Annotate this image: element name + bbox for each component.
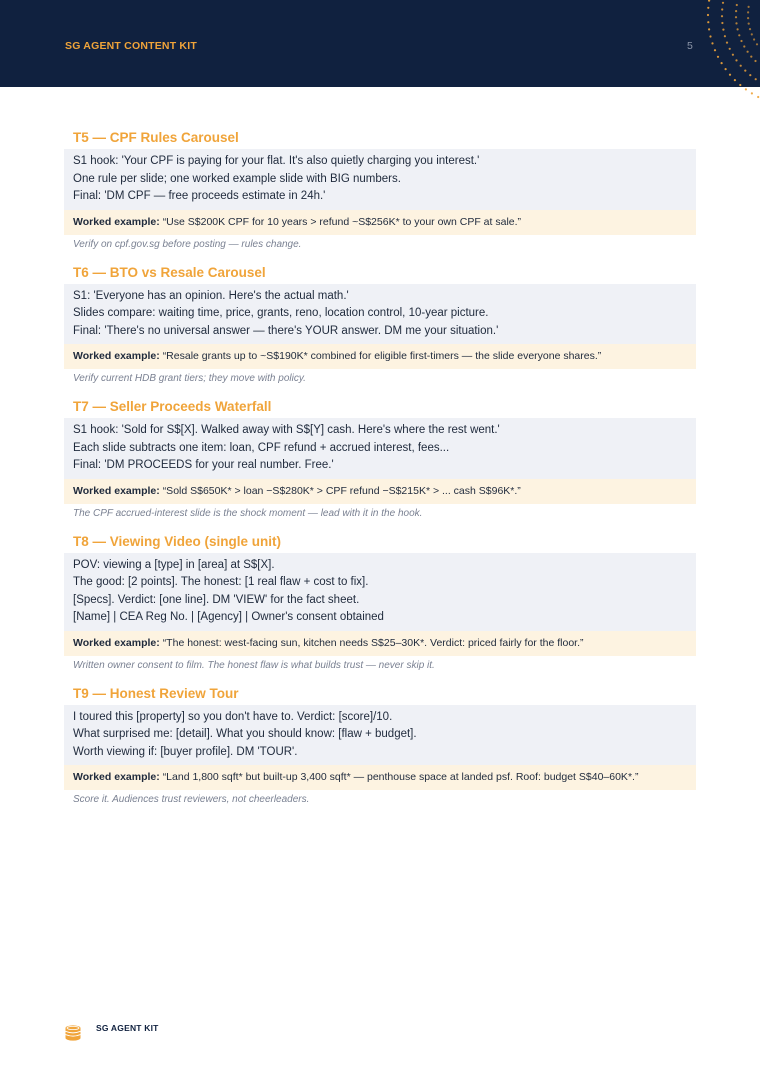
worked-example [64,210,696,235]
template-section-t9 [64,684,696,810]
script-line: POV: viewing a [type] in [area] at S$[X]. [73,558,275,571]
section-note: The CPF accrued-interest slide is the shock moment — lead with it in the hook. [73,507,423,519]
stacked-coins-icon [64,1024,82,1047]
worked-example-label: Worked example: [73,484,160,497]
section-note: Verify on cpf.gov.sg before posting — rules change. [73,238,302,250]
footer-brand: SG AGENT KIT [96,1023,159,1033]
page-number: 5 [687,40,693,52]
template-section-t7 [64,397,696,523]
worked-example [64,479,696,504]
worked-example-label: Worked example: [73,771,160,783]
worked-example-text: “Resale grants up to ~S$190K* combined for eligible first-timers — the slide everyone shares.” [162,350,602,362]
worked-example-label: Worked example: [73,215,160,228]
template-section-t6 [64,263,696,389]
script-line: What surprised me: [detail]. What you should know: [flaw + budget]. [73,728,417,740]
script-line: I toured this [property] so you don't have to. Verdict: [score]/10. [73,710,393,723]
worked-example [64,765,696,790]
script-line: Worth viewing if: [buyer profile]. DM 'TOUR'. [73,745,298,758]
worked-example [64,631,696,656]
template-section-t8 [64,532,696,675]
section-title: T9 — Honest Review Tour [73,685,239,701]
script-line: S1 hook: 'Your CPF is paying for your flat. It's also quietly charging you interest.' [73,155,480,167]
script-line: [Name] | CEA Reg No. | [Agency] | Owner's consent obtained [73,611,384,623]
decorative-dot [751,92,753,94]
script-box [64,418,696,479]
script-box [64,705,696,766]
section-note: Score it. Audiences trust reviewers, not cheerleaders. [73,794,310,805]
script-line: Slides compare: waiting time, price, grants, reno, location control, 10-year picture. [73,307,489,319]
worked-example [64,344,696,369]
section-title: T6 — BTO vs Resale Carousel [73,264,266,280]
script-line: One rule per slide; one worked example slide with BIG numbers. [73,172,401,185]
section-title: T8 — Viewing Video (single unit) [73,533,282,549]
section-title: T7 — Seller Proceeds Waterfall [73,399,272,414]
script-box [64,149,696,210]
script-line: [Specs]. Verdict: [one line]. DM 'VIEW' for the fact sheet. [73,593,360,606]
worked-example-label: Worked example: [73,636,160,649]
decorative-dot [757,96,759,98]
script-line: Final: 'DM CPF — free proceeds estimate in 24h.' [73,190,326,202]
section-title: T5 — CPF Rules Carousel [73,130,239,145]
script-box [64,553,696,631]
script-box [64,284,696,345]
worked-example-label: Worked example: [73,350,160,362]
worked-example-text: “The honest: west-facing sun, kitchen needs S$25–30K*. Verdict: priced fairly for the floor.” [162,636,584,649]
script-line: S1 hook: 'Sold for S$[X]. Walked away with S$[Y] cash. Here's where the rest went.' [73,424,500,436]
header-title: SG AGENT CONTENT KIT [65,40,197,52]
templates-list [64,128,696,818]
script-line: Final: 'There's no universal answer — there's YOUR answer. DM me your situation.' [73,324,499,337]
worked-example-text: “Use S$200K CPF for 10 years > refund ~S$256K* to your own CPF at sale.” [162,215,522,228]
worked-example-text: “Sold S$650K* > loan −S$280K* > CPF refund −S$215K* > ... cash S$96K*.” [162,484,521,497]
script-line: S1: 'Everyone has an opinion. Here's the actual math.' [73,289,349,302]
script-line: The good: [2 points]. The honest: [1 real flaw + cost to fix]. [73,576,369,588]
section-note: Written owner consent to film. The honest flaw is what builds trust — never skip it. [73,659,435,671]
template-section-t5 [64,128,696,254]
decorative-dot [745,88,747,90]
page-header [0,0,760,87]
script-line: Final: 'DM PROCEEDS for your real number. Free.' [73,459,334,471]
worked-example-text: “Land 1,800 sqft* but built-up 3,400 sqft* — penthouse space at landed psf. Roof: budget S$40–60K*.” [162,771,639,783]
section-note: Verify current HDB grant tiers; they move with policy. [73,373,306,384]
script-line: Each slide subtracts one item: loan, CPF refund + accrued interest, fees... [73,441,450,454]
